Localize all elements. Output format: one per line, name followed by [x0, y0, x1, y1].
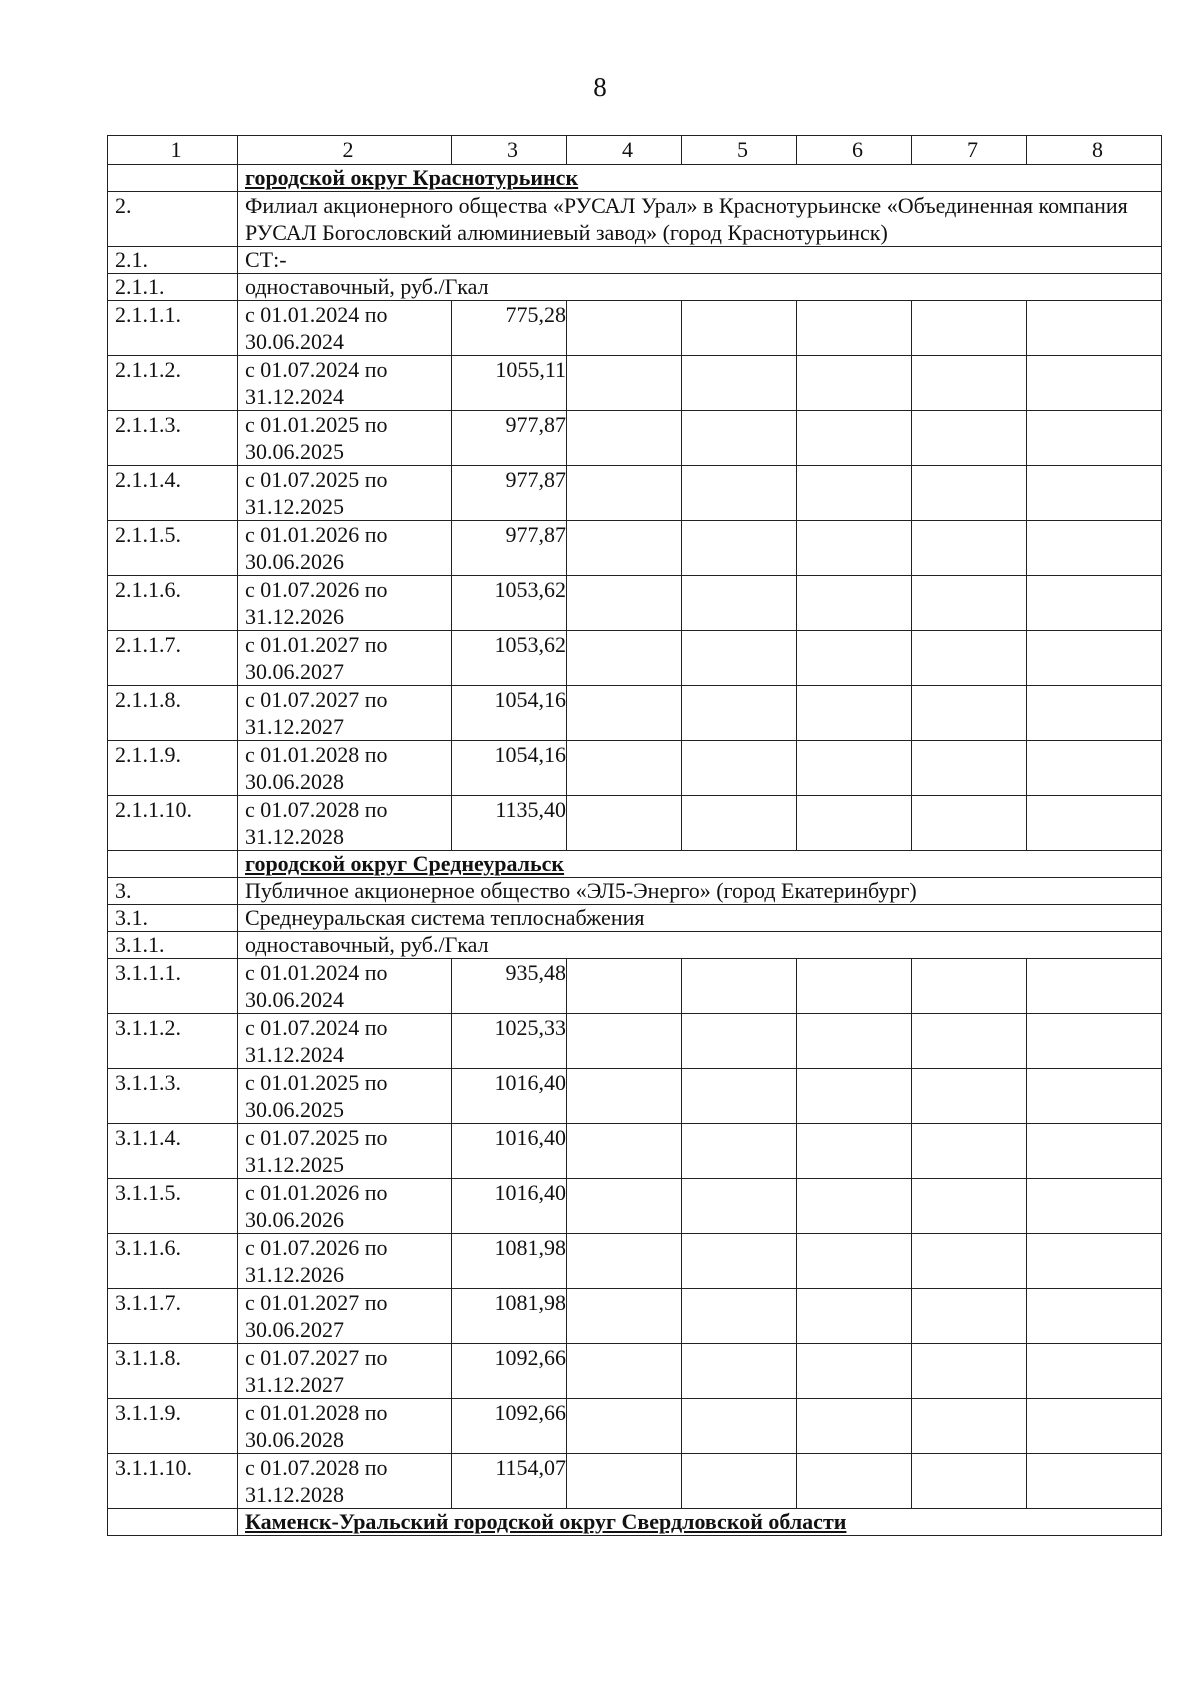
- empty-cell: [567, 1454, 682, 1509]
- empty-cell: [1027, 466, 1162, 521]
- tariff-type: одноставочный, руб./Гкал: [238, 274, 1162, 301]
- item-number: 2.1.1.8.: [108, 686, 238, 741]
- district-heading-row: [108, 851, 1162, 878]
- tariff-period-row: [108, 1234, 1162, 1289]
- header-cell: 3: [452, 136, 567, 165]
- empty-cell: [567, 1234, 682, 1289]
- empty-cell: [797, 521, 912, 576]
- period-cell: с 01.01.2024 по 30.06.2024: [238, 959, 452, 1014]
- empty-cell: [797, 686, 912, 741]
- item-number: 2.1.1.4.: [108, 466, 238, 521]
- tariff-period-row: [108, 631, 1162, 686]
- subsystem-row: [108, 247, 1162, 274]
- tariff-period-row: [108, 796, 1162, 851]
- empty-cell: [912, 1124, 1027, 1179]
- empty-cell: [912, 1179, 1027, 1234]
- empty-cell: [567, 686, 682, 741]
- item-number: 3.1.1.6.: [108, 1234, 238, 1289]
- empty-cell: [567, 1179, 682, 1234]
- empty-cell: [682, 301, 797, 356]
- organization-name: Филиал акционерного общества «РУСАЛ Урал» в Краснотурьинске «Объединенная компания РУСАЛ Богословский алюминиевый завод» (город Краснотурьинск): [238, 192, 1162, 247]
- empty-cell: [912, 1454, 1027, 1509]
- district-heading-row: [108, 165, 1162, 192]
- empty-cell: [1027, 1454, 1162, 1509]
- empty-cell: [567, 1014, 682, 1069]
- item-number: 3.1.1.1.: [108, 959, 238, 1014]
- tariff-period-row: [108, 959, 1162, 1014]
- empty-cell: [682, 1454, 797, 1509]
- empty-cell: [567, 411, 682, 466]
- period-cell: с 01.07.2026 по 31.12.2026: [238, 1234, 452, 1289]
- empty-cell: [1027, 1234, 1162, 1289]
- item-number: 3.1.: [108, 905, 238, 932]
- empty-cell: [912, 576, 1027, 631]
- empty-cell: [912, 301, 1027, 356]
- tariff-value: 1016,40: [452, 1124, 567, 1179]
- tariff-period-row: [108, 466, 1162, 521]
- tariff-value: 1054,16: [452, 741, 567, 796]
- tariff-period-row: [108, 521, 1162, 576]
- item-number: 3.: [108, 878, 238, 905]
- page-number: 8: [593, 72, 607, 102]
- empty-cell: [567, 301, 682, 356]
- empty-cell: [797, 1399, 912, 1454]
- period-cell: с 01.01.2025 по 30.06.2025: [238, 1069, 452, 1124]
- empty-cell: [682, 1234, 797, 1289]
- empty-cell: [797, 1289, 912, 1344]
- empty-cell: [797, 356, 912, 411]
- item-number: 2.1.1.2.: [108, 356, 238, 411]
- tariff-value: 1016,40: [452, 1069, 567, 1124]
- empty-cell: [912, 1069, 1027, 1124]
- empty-cell: [912, 741, 1027, 796]
- empty-cell: [567, 356, 682, 411]
- item-number: 2.1.1.: [108, 274, 238, 301]
- tariff-period-row: [108, 1454, 1162, 1509]
- tariff-period-row: [108, 1014, 1162, 1069]
- empty-cell: [567, 521, 682, 576]
- period-cell: с 01.07.2027 по 31.12.2027: [238, 686, 452, 741]
- empty-cell: [1027, 1289, 1162, 1344]
- empty-cell: [567, 1124, 682, 1179]
- tariff-value: 1092,66: [452, 1399, 567, 1454]
- empty-cell: [1027, 1124, 1162, 1179]
- period-cell: с 01.07.2025 по 31.12.2025: [238, 1124, 452, 1179]
- item-number: 3.1.1.8.: [108, 1344, 238, 1399]
- empty-cell: [1027, 686, 1162, 741]
- empty-cell: [682, 1124, 797, 1179]
- item-number: 2.1.1.5.: [108, 521, 238, 576]
- empty-cell: [797, 631, 912, 686]
- tariff-period-row: [108, 1179, 1162, 1234]
- empty-cell: [567, 959, 682, 1014]
- empty-cell: [797, 796, 912, 851]
- empty-cell: [682, 1399, 797, 1454]
- empty-cell: [567, 631, 682, 686]
- empty-cell: [912, 1289, 1027, 1344]
- empty-cell: [682, 576, 797, 631]
- empty-cell: [1027, 741, 1162, 796]
- organization-row: [108, 878, 1162, 905]
- empty-cell: [682, 1069, 797, 1124]
- tariff-type-row: [108, 932, 1162, 959]
- empty-cell: [912, 521, 1027, 576]
- period-cell: с 01.01.2028 по 30.06.2028: [238, 1399, 452, 1454]
- period-cell: с 01.07.2027 по 31.12.2027: [238, 1344, 452, 1399]
- tariff-value: 1092,66: [452, 1344, 567, 1399]
- item-number: 2.1.1.3.: [108, 411, 238, 466]
- empty-cell: [682, 796, 797, 851]
- tariff-value: 1081,98: [452, 1289, 567, 1344]
- empty-cell: [108, 851, 238, 878]
- organization-row: [108, 192, 1162, 247]
- empty-cell: [682, 521, 797, 576]
- tariff-value: 1016,40: [452, 1179, 567, 1234]
- item-number: 2.1.1.7.: [108, 631, 238, 686]
- organization-name: Публичное акционерное общество «ЭЛ5-Энерго» (город Екатеринбург): [238, 878, 1162, 905]
- tariff-period-row: [108, 1069, 1162, 1124]
- empty-cell: [1027, 959, 1162, 1014]
- item-number: 2.1.1.6.: [108, 576, 238, 631]
- empty-cell: [1027, 1344, 1162, 1399]
- empty-cell: [682, 1014, 797, 1069]
- tariff-value: 1135,40: [452, 796, 567, 851]
- empty-cell: [567, 576, 682, 631]
- empty-cell: [912, 959, 1027, 1014]
- period-cell: с 01.01.2027 по 30.06.2027: [238, 631, 452, 686]
- empty-cell: [912, 631, 1027, 686]
- empty-cell: [797, 576, 912, 631]
- header-cell: 7: [912, 136, 1027, 165]
- period-cell: с 01.07.2024 по 31.12.2024: [238, 1014, 452, 1069]
- empty-cell: [682, 356, 797, 411]
- empty-cell: [1027, 576, 1162, 631]
- empty-cell: [912, 466, 1027, 521]
- empty-cell: [1027, 301, 1162, 356]
- district-heading: городской округ Краснотурьинск: [238, 165, 1162, 192]
- empty-cell: [797, 1124, 912, 1179]
- header-cell: 8: [1027, 136, 1162, 165]
- tariff-period-row: [108, 1289, 1162, 1344]
- tariff-value: 977,87: [452, 466, 567, 521]
- tariff-value: 1025,33: [452, 1014, 567, 1069]
- tariff-value: 1054,16: [452, 686, 567, 741]
- empty-cell: [682, 1344, 797, 1399]
- header-cell: 6: [797, 136, 912, 165]
- tariff-value: 1055,11: [452, 356, 567, 411]
- tariff-period-row: [108, 301, 1162, 356]
- subsystem-name: Среднеуральская система теплоснабжения: [238, 905, 1162, 932]
- tariff-period-row: [108, 356, 1162, 411]
- item-number: 3.1.1.9.: [108, 1399, 238, 1454]
- header-cell: 1: [108, 136, 238, 165]
- district-heading: Каменск-Уральский городской округ Свердловской области: [238, 1509, 1162, 1536]
- empty-cell: [682, 1289, 797, 1344]
- header-cell: 2: [238, 136, 452, 165]
- period-cell: с 01.07.2026 по 31.12.2026: [238, 576, 452, 631]
- district-heading: городской округ Среднеуральск: [238, 851, 1162, 878]
- empty-cell: [797, 466, 912, 521]
- empty-cell: [682, 959, 797, 1014]
- empty-cell: [682, 686, 797, 741]
- empty-cell: [912, 1234, 1027, 1289]
- tariff-type-row: [108, 274, 1162, 301]
- empty-cell: [682, 631, 797, 686]
- empty-cell: [1027, 1014, 1162, 1069]
- empty-cell: [1027, 1069, 1162, 1124]
- item-number: 3.1.1.3.: [108, 1069, 238, 1124]
- tariff-value: 977,87: [452, 521, 567, 576]
- empty-cell: [797, 1014, 912, 1069]
- empty-cell: [797, 301, 912, 356]
- period-cell: с 01.07.2028 по 31.12.2028: [238, 1454, 452, 1509]
- empty-cell: [1027, 1399, 1162, 1454]
- item-number: 2.: [108, 192, 238, 247]
- period-cell: с 01.01.2026 по 30.06.2026: [238, 521, 452, 576]
- empty-cell: [1027, 411, 1162, 466]
- item-number: 2.1.: [108, 247, 238, 274]
- tariff-period-row: [108, 1399, 1162, 1454]
- column-number-header: [108, 136, 1162, 165]
- item-number: 2.1.1.10.: [108, 796, 238, 851]
- empty-cell: [567, 741, 682, 796]
- empty-cell: [912, 356, 1027, 411]
- empty-cell: [567, 1289, 682, 1344]
- period-cell: с 01.01.2024 по 30.06.2024: [238, 301, 452, 356]
- empty-cell: [1027, 356, 1162, 411]
- tariff-period-row: [108, 411, 1162, 466]
- empty-cell: [797, 1234, 912, 1289]
- empty-cell: [682, 1179, 797, 1234]
- tariff-period-row: [108, 686, 1162, 741]
- item-number: 2.1.1.9.: [108, 741, 238, 796]
- tariff-period-row: [108, 1124, 1162, 1179]
- tariff-value: 1154,07: [452, 1454, 567, 1509]
- empty-cell: [912, 796, 1027, 851]
- tariff-table: [107, 135, 1162, 1536]
- period-cell: с 01.07.2025 по 31.12.2025: [238, 466, 452, 521]
- tariff-type: одноставочный, руб./Гкал: [238, 932, 1162, 959]
- empty-cell: [108, 1509, 238, 1536]
- empty-cell: [682, 411, 797, 466]
- empty-cell: [912, 411, 1027, 466]
- tariff-period-row: [108, 741, 1162, 796]
- item-number: 3.1.1.7.: [108, 1289, 238, 1344]
- district-heading-row: [108, 1509, 1162, 1536]
- empty-cell: [797, 741, 912, 796]
- empty-cell: [1027, 796, 1162, 851]
- empty-cell: [1027, 631, 1162, 686]
- item-number: 3.1.1.: [108, 932, 238, 959]
- item-number: 3.1.1.10.: [108, 1454, 238, 1509]
- period-cell: с 01.01.2026 по 30.06.2026: [238, 1179, 452, 1234]
- empty-cell: [912, 1344, 1027, 1399]
- empty-cell: [797, 1454, 912, 1509]
- subsystem-row: [108, 905, 1162, 932]
- tariff-value: 1053,62: [452, 631, 567, 686]
- empty-cell: [912, 1014, 1027, 1069]
- tariff-value: 775,28: [452, 301, 567, 356]
- empty-cell: [1027, 521, 1162, 576]
- tariff-value: 935,48: [452, 959, 567, 1014]
- empty-cell: [912, 1399, 1027, 1454]
- subsystem-name: СТ:-: [238, 247, 1162, 274]
- item-number: 3.1.1.4.: [108, 1124, 238, 1179]
- tariff-value: 1053,62: [452, 576, 567, 631]
- empty-cell: [567, 1399, 682, 1454]
- empty-cell: [797, 1179, 912, 1234]
- empty-cell: [797, 959, 912, 1014]
- empty-cell: [797, 1344, 912, 1399]
- empty-cell: [108, 165, 238, 192]
- item-number: 2.1.1.1.: [108, 301, 238, 356]
- empty-cell: [1027, 1179, 1162, 1234]
- empty-cell: [567, 796, 682, 851]
- empty-cell: [682, 466, 797, 521]
- empty-cell: [682, 741, 797, 796]
- tariff-period-row: [108, 576, 1162, 631]
- header-cell: 4: [567, 136, 682, 165]
- period-cell: с 01.01.2028 по 30.06.2028: [238, 741, 452, 796]
- period-cell: с 01.07.2028 по 31.12.2028: [238, 796, 452, 851]
- empty-cell: [797, 411, 912, 466]
- tariff-value: 1081,98: [452, 1234, 567, 1289]
- header-cell: 5: [682, 136, 797, 165]
- tariff-period-row: [108, 1344, 1162, 1399]
- empty-cell: [567, 1069, 682, 1124]
- item-number: 3.1.1.5.: [108, 1179, 238, 1234]
- empty-cell: [912, 686, 1027, 741]
- empty-cell: [567, 466, 682, 521]
- empty-cell: [797, 1069, 912, 1124]
- item-number: 3.1.1.2.: [108, 1014, 238, 1069]
- empty-cell: [567, 1344, 682, 1399]
- period-cell: с 01.01.2025 по 30.06.2025: [238, 411, 452, 466]
- period-cell: с 01.01.2027 по 30.06.2027: [238, 1289, 452, 1344]
- tariff-value: 977,87: [452, 411, 567, 466]
- period-cell: с 01.07.2024 по 31.12.2024: [238, 356, 452, 411]
